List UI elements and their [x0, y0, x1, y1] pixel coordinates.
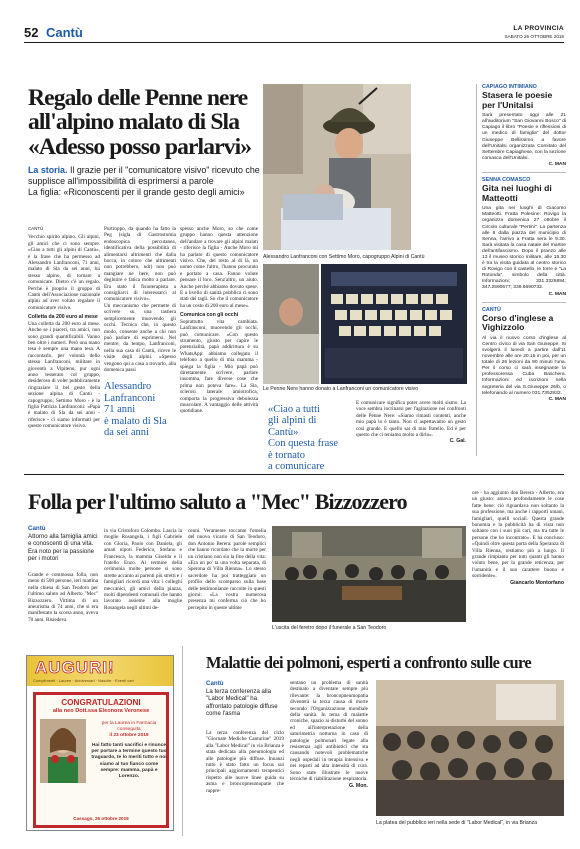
conference-illustration — [376, 680, 564, 816]
funeral-illustration — [272, 526, 466, 622]
article2-col2: in via Cristoforo Colombo. Lascia la moglie Rosangela, i figli Gabriele con Gloria, Paolo con Daniela, gli amati nipoti Federico, Stefano e Francesca, la mamma Giselda e il fratello Enzo. Al termine della cerimonia molte persone si sono strette accanto ai parenti più stretti e i famigliari ricordi una vita: i colleghi meccanici, gli amici della piazza, molti dipendenti comunali che hanno lavorato assieme alla moglie Rosangela negli ultimi de- — [104, 528, 182, 611]
ad-line: conseguita — [117, 727, 141, 732]
section-rule — [24, 474, 564, 475]
ad-signoff: Cassago, 26 ottobre 2019 — [73, 816, 129, 821]
ad-banner-title: AUGURI! — [35, 658, 115, 677]
dateline: Cantù — [28, 525, 46, 532]
dateline: CANTÙ — [28, 226, 44, 231]
ad-subtitle: alla neo Dott.ssa Eleonora Veronese — [52, 708, 150, 714]
pullquote-line: da sei anni — [104, 427, 149, 439]
body-paragraph: spesso anche Moro, so che come gruppo hanno questa attenzione dell'andare a trovare gli alpini malati - riferisce la figlia - Anche Moro mi ha parlato di questo comunicatore visivo. Che, del resto al di là, un uomo come l'altro, l'hanno procurato e portato a casa. Fanno volute pensare il loro. Senz'altro, un aiuto. Anche perché abbiamo dovuto spese. E a livello di sanità pubblica ci sono stati dei tagli. So che il comunicatore ha un costo di 200 euro al mese». — [180, 226, 258, 309]
standfirst: Attorno alla famiglia amici e conoscenti di una vita. Era noto per la passione per i motori — [28, 533, 98, 563]
headline-line: «Adesso posso parlarvi» — [28, 133, 252, 160]
standfirst: La terza conferenza alla "Labor Medical" ha affrontato patologie diffuse come l'asma — [206, 688, 278, 718]
article1-col5 — [356, 400, 466, 445]
ad-frame — [33, 692, 169, 828]
body-paragraph: ore - ha aggiunto don Berera - Alberto, era un giusto: amava profondamente le cose fatte bene: ciò riguardava non soltanto la sua professione, ma anche i rapporti umani, famigliari, quelli sociali. Questa grande bonomia e la pubblicità ha di vista non soltanto con i suoi più cari, ma tra tutte le persone che ho incontrato». E ha concluso: «Quindi oltre questa porta della Speranza di Villa Rienna, restiamo più a lungo. Il grande rimpianto per tutti quanti gli hanno voluto bene, per la grande reticenza, per l'umanità e il suo carattere buono e sorridente». — [472, 490, 564, 580]
funeral-photo-caption: L'uscita del feretro dopo il funerale a San Teodoro — [272, 625, 387, 631]
photo1-caption: Alessandro Lanfranconi con Settimo Moro, capogruppo Alpini di Cantù — [263, 254, 425, 260]
ad-details — [90, 721, 168, 780]
body-paragraph: Vecchio spirito alpino. Gli alpini, gli amici che ci sono sempre. «Ciao a tutti gli alpini di Cantù», è la frase che ha permesso ad Alessandro Lanfranconi, 71 anni, malato di Sla da sei anni, lui stesso alpino, di tornare a comunicare. Dietro c'è un regalo. Perché è proprio il gruppo di Cantù dell'Associazione nazionale alpini ad aver voluto regalare il comunicatore visivo. — [28, 234, 100, 311]
body-paragraph: E comunicare significa poter avere molti sismo. La voce sembra incrinarsi per l'agitazione nei confronti delle Penne Nere: «Siamo rimasti contenti, anche mio papà lo è tanto. Non ci aspettavamo un gesto così grande. E quello sai di mio fratello. Ed è per questo che ci teniamo molto a dirlo». — [356, 400, 466, 439]
ad-title: CONGRATULAZIONI — [61, 698, 141, 707]
article2-standfirst-box — [28, 525, 98, 563]
sidebar-rule — [482, 302, 566, 303]
photo2-caption: Le Penne Nere hanno donato a Lanfranconi un comunicatore visivo — [263, 386, 419, 392]
signature: Giancarlo Montorfano — [510, 579, 564, 586]
sidebar-title: Corso d'inglese a Vighizzolo — [482, 312, 554, 333]
pullquote-line: a comunicare — [268, 461, 325, 473]
article3-standfirst-box — [206, 680, 284, 718]
pullquote-line: è tornato — [268, 449, 306, 461]
photo-funeral — [272, 526, 466, 622]
signature: C. Gal. — [449, 438, 466, 445]
page-header — [24, 24, 564, 42]
ad-line: il 23 ottobre 2019 — [109, 733, 149, 738]
sidebar-title: Gita nei luoghi di Matteotti — [482, 183, 552, 203]
headline-line: all'alpino malato di Sla — [28, 109, 240, 136]
body-paragraph: sentano un problema di sanità destinato a diventare sempre più rilevante: la broncopneumopatia diventerà la terza causa di morte secondo l'Organizzazione mondiale della sanità. In tema di malattie croniche, spazio ai disturbi del sonno ed all'interpretazione della saturimetria notturna in caso di patologie polmonari legate alla resistenza agli antibiotici che sta causando notevoli problematiche negli ospedali in terapia intensiva e nei reparti ad alta intensità di cura. Sono state illustrate le nuove tecniche di riabilitazione respiratoria. — [290, 680, 368, 783]
sidebar-title: Stasera le poesie per l'Unitalsi — [482, 90, 553, 110]
ad-banner — [27, 656, 173, 686]
section-name: Cantù — [46, 25, 83, 40]
pullquote-2 — [268, 404, 348, 472]
pullquote-line: è malato di Sla — [104, 415, 167, 427]
pullquote-line: «Ciao a tutti — [268, 404, 320, 415]
ad-line: per la Laurea in Farmacia — [101, 721, 157, 726]
sidebar-kicker: CAPIAGO INTIMIANO — [482, 84, 537, 90]
pullquote-line: 71 anni — [104, 404, 136, 416]
header-rule — [24, 42, 564, 43]
issue-date: SABATO 26 OTTOBRE 2019 — [504, 34, 564, 39]
sidebar-text: Al via il nuovo corso d'inglese al Centro civico di via San Giuseppe. Si svolgerà il lunedì a partire dall'11 novembre alle ore 20.15 in poi, per un totale di 26 lezioni da 90 minuti l'una. Per il corso ci sarà insegnante la professoressa Cuba Baschera. Informazioni ed iscrizioni nella segreteria del via S.Giuseppe 26/b, o telefonando al numero 031.7352932. — [482, 335, 566, 396]
article1-col1 — [28, 226, 100, 430]
body-paragraph: Purtroppo, da quando ha fatto la Peg (sigla di Gastrostomia endoscopica percutanea, identificativa della possibilità di alimentarsi altrimenti che dalla bocca, in coloro che altrimenti non potrebbero, ndr) non può mangiare ne bere, non può deglutire e fatica molto a parlare. Era stato il fisioterapista a consigliarci di interessarci al comunicatore visivo». — [104, 226, 176, 303]
page-number: 52 — [24, 25, 39, 40]
headline-line: Regalo delle Penne nere — [28, 85, 248, 111]
subhead-line2: La figlia: «Riconoscenti per il grande gesto degli amici» — [28, 186, 245, 197]
sidebar-divider — [476, 84, 477, 456]
body-paragraph: Una colletta da 200 euro al mese. Anche se i piaceri, tra amici, non sono grandi quantificabili. Vanno ben oltre i numeri. Però una mano tesa è sempre una mano tesa. A raccontarlo, per volontà dello stesso Lanfranconi, militare in gioventù a Vipiteno, pur ogni anno tesserato col gruppo, desideroso di voler pubblicamente ringraziare il bel gesto della sezione alpina di Cantù - capogruppo, Settimo Moro - è la figlia Patrizia Lanfranconi: «Papà è malato di Sla da sei anni - riferisce - ci siamo informati per questo comunicatore visivo. — [28, 320, 100, 430]
article1-col2 — [104, 226, 176, 439]
ad-photo — [40, 719, 86, 783]
photo-comunicatore — [321, 264, 467, 384]
photo-patient — [263, 264, 319, 384]
pullquote-line: gli alpini di Cantù» — [268, 415, 317, 438]
pullquote-line: Alessandro — [104, 381, 152, 393]
newspaper-name: LA PROVINCIA — [513, 25, 564, 32]
sidebar-text: Una gita nei luoghi di Giacomo Matteotti. Fratta Polesine: Rovigo la organizza domenica 27 ottobre il Circolo culturale "Pertini". La partenza alle 6 dalla piazza del municipio di Senna, l'arrivo a Fratta sera le 9.30. Sarà visitata la casa natale del martire dell'antifascismo. Dopo il pranzo alle 13 il museo storico militare, alle 15.30 è tra la visita guidata al centro storico di Rovigo con il castello, le torre e "La Rotonda", simbolo della città. Informazioni: 331.3326894; 347.2590677; 339.6690732. — [482, 206, 566, 291]
article3-col2 — [290, 680, 368, 789]
photo-alpini-visit — [263, 84, 411, 250]
ad-banner-sub: Complimenti · Lauree · Anniversari · Nascite · Eventi vari — [33, 678, 134, 683]
article3-col1: La terza conferenza del ciclo "Giornate Mediche Canturine" 2019 alla "Labor Medical" in via Brianza è stata dedicata alla pneumologia ed alle patologie più diffuse. Innanzi tutto è stato fatto un focus sui principali aggiornamenti terapeutici rispetto alle nuove linee guida su asma e broncopneumopatie che rappre- — [206, 730, 284, 794]
article2-col1: Grande e commossa folla, non meno di 500 persone, ieri mattina nella chiesa di San Teodoro per l'ultimo saluto ad Alberto "Mec" Bizzozzero. Vittima di un aneurisma di 74 anni, che si era manifestato la scorsa anno, aveva 70 anni. Risiedeva — [28, 572, 98, 623]
dateline: Cantù — [206, 680, 224, 687]
sidebar-kicker: SENNA COMASCO — [482, 177, 531, 184]
article1-col3 — [180, 226, 258, 415]
sidebar-kicker: CANTÙ — [482, 306, 501, 313]
conference-photo-caption: La platea del pubblico ieri nella sede di "Labor Medical", in via Brianza — [376, 820, 538, 826]
body-paragraph: Un meccanismo che permette di scrivere su una tastiera semplicemente muovendo gli occhi. Tecnica che, in questo modo, consente anche a chi non può parlare di esprimersi. Nel mentre, da tempo, Lanfranconi, nella sua casa di Cantù, riceve le visite degli alpini. «Spesso vengono qui a casa a trovarlo, alla domenica passi — [104, 302, 176, 373]
article2-col4 — [472, 490, 564, 586]
article1-subhead — [28, 165, 260, 197]
photo-conference — [376, 680, 564, 816]
subhead-text: Il grazie per il "comunicatore visivo" ricevuto che supplisce all'impossibilità di esprimersi a parole — [28, 165, 260, 186]
pullquote-line: Lanfranconi — [104, 392, 156, 404]
pullquote-1 — [104, 381, 176, 439]
article2-col3: cenni. Veramente toccante l'omelia del nuovo vicario di San Teodoro, don Antonio Berera: parole semplici che hanno ricordato che la morte per un cristiano non sia la fine della vita: «Era un po' ta una volta separata, di Sperona di Villa Rienna». Lo stesso sacerdote ha poi tratteggiato un profilo dello scomparso sulla base delle testimonianze raccolte in questi giorni: «La vostra numerosa presenza mi conferma ciò che ho percepito in queste ultime — [188, 528, 266, 611]
article2-headline: Folla per l'ultimo saluto a "Mec" Bizzozzero — [28, 489, 407, 514]
signature: C. MAN — [548, 161, 566, 167]
body-paragraph: Soprattutto vita cambiata. Lanfranconi, muovendo gli occhi, può comunicare. «Con questo strumento, giusto per capire le potenzialità, papà addirittura è su WhatsApp: abbiamo collegato il telefono a quello di mia mamma - spiega la figlia - Mio papà può direttamente scrivere, parlare insomma, fare diverse cose che prima non poteva fare». La Sla, sclerosi laterale amiotrofica, comporta la progressiva debolezza muscolare. A vantaggio delle attività quotidiane. — [180, 318, 258, 415]
patient-illustration — [263, 264, 319, 384]
sidebar — [482, 84, 566, 403]
body-subhead: Colletta da 200 euro al mese — [28, 314, 98, 321]
signature: C. MAN — [548, 396, 566, 402]
pullquote-line: Con questa frase — [268, 438, 338, 450]
signature: C. MAN — [548, 291, 566, 297]
article1-headline — [28, 85, 252, 160]
congratulations-ad — [26, 655, 174, 831]
signature: G. Mon. — [348, 782, 368, 789]
body-subhead: Comunica con gli occhi — [180, 312, 239, 319]
keyboard-screen-illustration — [321, 264, 467, 384]
subhead-kicker: La storia. — [28, 165, 68, 175]
article3-headline: Malattie dei polmoni, esperti a confronto sulle cure — [206, 653, 532, 672]
sidebar-text: Sarà presentato oggi alle 21 all'auditorium "San Giovanni Bosco" di Capiago il libro "Poesie e riflessioni di un medico di famiglia" del dottor Giuseppe Bellissimo a favore dell'Unitalsi organizzata Comitato del Settembre Capiaghese, con la sezione comasca dell'Unitalsi. — [482, 113, 567, 161]
ad-divider — [182, 646, 183, 836]
graduate-illustration — [40, 719, 86, 783]
sidebar-rule — [482, 172, 566, 173]
photo-illustration — [263, 84, 411, 250]
ad-message: Hai fatto tanti sacrifici e rinunce per portare a termine questo tuo traguardo, te lo meriti tutto e noi siamo al tuo fianco come sempre: mamma, papà e Lorenzo. — [91, 743, 167, 780]
